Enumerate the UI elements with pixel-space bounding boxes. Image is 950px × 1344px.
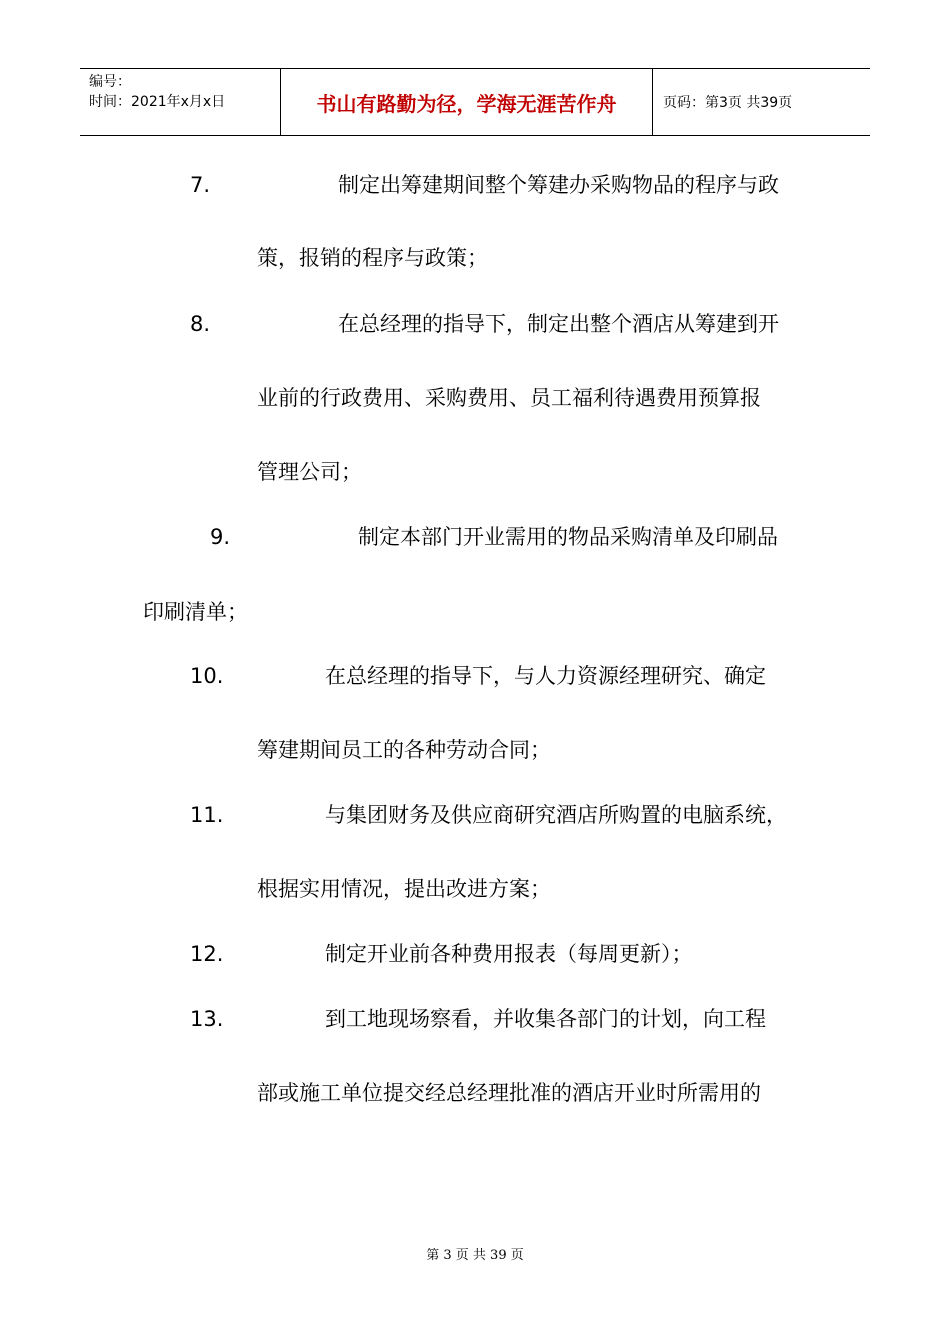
list-item-line: 业前的行政费用、采购费用、员工福利待遇费用预算报	[257, 386, 761, 410]
list-item-number: 13.	[190, 1007, 224, 1031]
document-time-label: 时间：2021年x月x日	[89, 94, 226, 110]
header-meta	[80, 69, 281, 135]
list-item-line: 筹建期间员工的各种劳动合同；	[257, 738, 551, 762]
list-item-line: 部或施工单位提交经总经理批准的酒店开业时所需用的	[257, 1081, 761, 1105]
page-footer: 第 3 页 共 39 页	[426, 1248, 524, 1263]
list-item-number: 8.	[190, 312, 211, 336]
list-item-number: 11.	[190, 803, 224, 827]
list-item-line: 策，报销的程序与政策；	[257, 246, 488, 270]
list-item-line: 根据实用情况，提出改进方案；	[257, 877, 551, 901]
header-motto: 书山有路勤为径，学海无涯苦作舟	[281, 69, 653, 135]
list-item-line: 到工地现场察看，并收集各部门的计划，向工程	[325, 1007, 766, 1031]
list-item-line: 制定出筹建期间整个筹建办采购物品的程序与政	[338, 173, 779, 197]
list-item-line: 制定本部门开业需用的物品采购清单及印刷品	[358, 525, 778, 549]
list-item-number: 9.	[210, 525, 231, 549]
list-item-line: 在总经理的指导下，与人力资源经理研究、确定	[325, 664, 766, 688]
list-item-line: 管理公司；	[257, 460, 362, 484]
list-item-line: 印刷清单；	[143, 600, 248, 624]
list-item-number: 7.	[190, 173, 211, 197]
list-item-number: 10.	[190, 664, 224, 688]
list-item-line: 与集团财务及供应商研究酒店所购置的电脑系统，	[325, 803, 787, 827]
page-header	[80, 68, 870, 136]
list-item-line: 制定开业前各种费用报表（每周更新）；	[325, 942, 693, 966]
document-number-label: 编号：	[89, 74, 131, 90]
list-item-number: 12.	[190, 942, 224, 966]
header-page-info: 页码：第3页 共39页	[663, 95, 793, 111]
list-item-line: 在总经理的指导下，制定出整个酒店从筹建到开	[338, 312, 779, 336]
